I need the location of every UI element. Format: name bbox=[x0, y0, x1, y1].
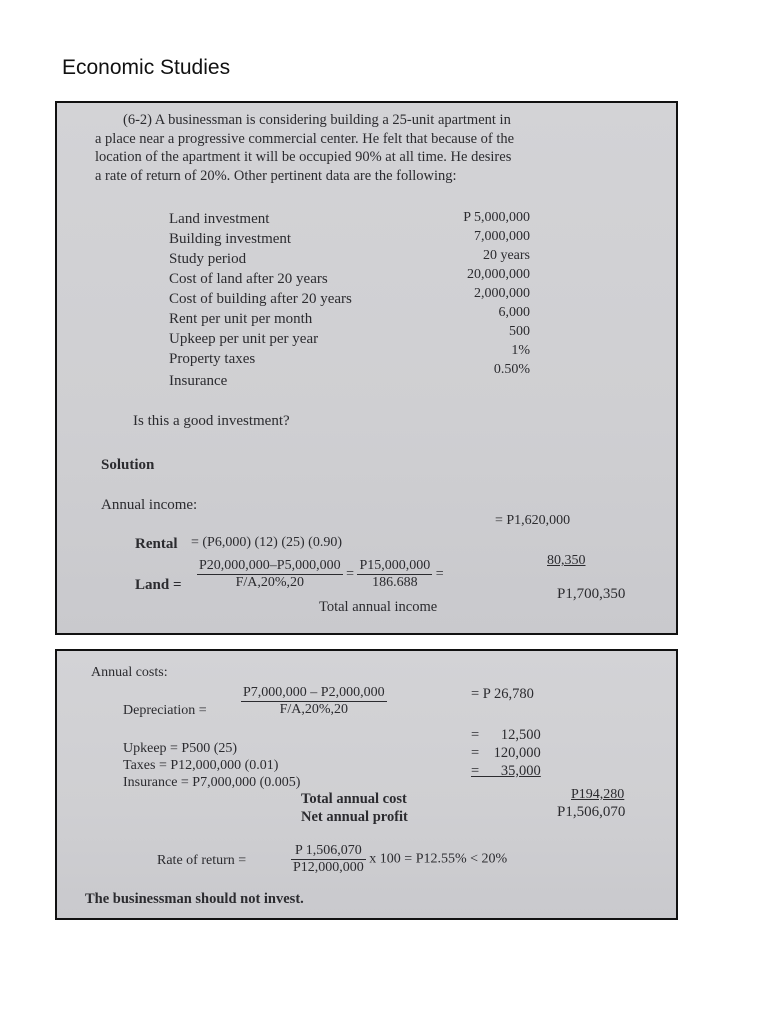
problem-statement bbox=[95, 111, 655, 185]
data-value: 0.50% bbox=[493, 362, 530, 377]
equals-sign: = bbox=[346, 566, 354, 582]
data-label: Cost of land after 20 years bbox=[169, 271, 328, 287]
upkeep-formula: Upkeep = P500 (25) bbox=[123, 741, 238, 756]
insurance-value: = 35,000 bbox=[471, 763, 541, 779]
depreciation-frac bbox=[241, 685, 387, 718]
ror-result: x 100 = P12.55% < 20% bbox=[369, 851, 508, 867]
data-label: Land investment bbox=[169, 211, 270, 227]
land-value: 80,350 bbox=[547, 553, 586, 568]
ror-label: Rate of return = bbox=[157, 853, 247, 868]
land-fraction bbox=[197, 558, 444, 591]
data-value: 20 years bbox=[482, 248, 530, 263]
data-value: 20,000,000 bbox=[467, 267, 530, 282]
data-label: Property taxes bbox=[169, 351, 256, 367]
depreciation-numerator: P7,000,000 – P2,000,000 bbox=[243, 685, 385, 700]
problem-line: (6-2) A businessman is considering building a 25-unit apartment in bbox=[123, 112, 511, 128]
taxes-formula: Taxes = P12,000,000 (0.01) bbox=[123, 758, 279, 773]
net-profit-value: P1,506,070 bbox=[557, 804, 626, 820]
depreciation-fraction bbox=[241, 685, 387, 718]
rental-label: Rental bbox=[135, 536, 178, 552]
ror-numerator: P 1,506,070 bbox=[291, 843, 366, 860]
depreciation-value: = P 26,780 bbox=[471, 686, 534, 702]
data-label: Rent per unit per month bbox=[169, 311, 313, 327]
problem-photo bbox=[55, 101, 678, 635]
problem-line: location of the apartment it will be occupied 90% at all time. He desires bbox=[95, 149, 512, 165]
annual-income-heading: Annual income: bbox=[101, 497, 198, 513]
problem-line: a rate of return of 20%. Other pertinent data are the following: bbox=[95, 167, 457, 184]
data-value: 7,000,000 bbox=[474, 229, 530, 244]
annual-costs-heading: Annual costs: bbox=[91, 665, 168, 680]
rental-value: = P1,620,000 bbox=[495, 513, 571, 528]
total-income-label: Total annual income bbox=[319, 599, 438, 615]
ror-frac bbox=[291, 843, 366, 876]
page-title: Economic Studies bbox=[62, 56, 231, 79]
data-label: Study period bbox=[169, 251, 247, 267]
land-numerator-2: P15,000,000 bbox=[359, 558, 431, 573]
land-denominator-2: 186.688 bbox=[372, 575, 418, 590]
ror-denominator: P12,000,000 bbox=[293, 860, 364, 875]
land-numerator: P20,000,000–P5,000,000 bbox=[199, 558, 341, 573]
upkeep-value: = 12,500 bbox=[471, 727, 541, 743]
data-value: 2,000,000 bbox=[474, 286, 530, 301]
data-label: Upkeep per unit per year bbox=[169, 331, 319, 347]
solution-heading: Solution bbox=[101, 457, 155, 473]
problem-line: a place near a progressive commercial center. He felt that because of the bbox=[95, 130, 515, 147]
total-cost-label: Total annual cost bbox=[301, 791, 407, 807]
land-label: Land = bbox=[135, 577, 182, 593]
question: Is this a good investment? bbox=[133, 413, 290, 429]
total-income-value: P1,700,350 bbox=[557, 586, 626, 602]
data-label: Building investment bbox=[169, 231, 292, 247]
data-label: Cost of building after 20 years bbox=[169, 291, 352, 307]
depreciation-label: Depreciation = bbox=[123, 703, 207, 718]
total-cost-value: P194,280 bbox=[571, 787, 625, 802]
data-label: Insurance bbox=[169, 373, 228, 389]
equals-sign: = bbox=[435, 566, 444, 582]
data-value: 1% bbox=[511, 343, 530, 358]
insurance-formula: Insurance = P7,000,000 (0.005) bbox=[123, 775, 301, 790]
land-denominator: F/A,20%,20 bbox=[235, 575, 305, 590]
conclusion: The businessman should not invest. bbox=[85, 891, 304, 907]
costs-photo bbox=[55, 649, 678, 920]
ror-fraction bbox=[291, 843, 507, 876]
data-value: 500 bbox=[509, 324, 530, 339]
net-profit-label: Net annual profit bbox=[301, 809, 408, 825]
data-value: P 5,000,000 bbox=[463, 210, 530, 225]
depreciation-denominator: F/A,20%,20 bbox=[279, 702, 349, 717]
rental-formula: = (P6,000) (12) (25) (0.90) bbox=[191, 535, 342, 550]
land-fraction-2 bbox=[357, 558, 432, 591]
land-fraction-1 bbox=[197, 558, 343, 591]
data-value: 6,000 bbox=[498, 305, 530, 320]
taxes-value: = 120,000 bbox=[471, 745, 541, 761]
